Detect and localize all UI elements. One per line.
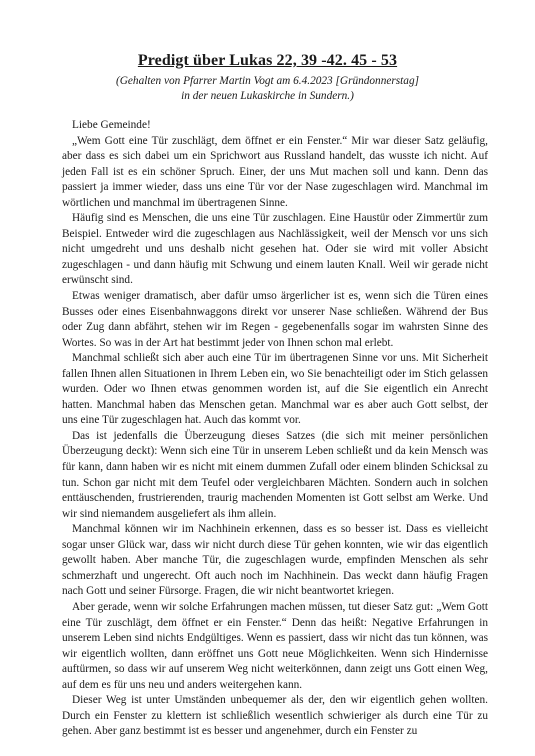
sermon-body: [62, 118, 488, 740]
paragraph-4: Manchmal schließt sich aber auch eine Tür im übertragenen Sinne vor uns. Mit Sicherheit fallen Ihnen allen Situationen in Ihrem Leben ein, wo Sie benachteiligt oder im Stich gelassen wurden. Oder wo Ihnen etwas genommen worden ist, auf die Sie eigentlich ein Anrecht hatten. Manchmal haben das Menschen getan. Manchmal war es aber auch Gott selbst, der uns eine Tür zugeschlagen hat. Auch das kommt vor.: [62, 352, 488, 427]
paragraph-7: Aber gerade, wenn wir solche Erfahrungen machen müssen, tut dieser Satz gut: „Wem Gott eine Tür zuschlägt, dem öffnet er ein Fenster.“ Denn das heißt: Negative Erfahrungen in unserem Leben sind nichts Endgültiges. Wenn es passiert, dass wir nicht das tun können, was wir eigentlich wollten, dann eröffnet uns Gott neue Möglichkeiten. Wenn sich Hindernisse auftürmen, so dass wir auf unserem Weg nicht weiterkönnen, dann zeigt uns Gott einen Weg, auf dem es für uns neu und anders weitergehen kann.: [62, 600, 488, 691]
paragraph-3: Etwas weniger dramatisch, aber dafür umso ärgerlicher ist es, wenn sich die Türen eines Busses oder eines Eisenbahnwaggons direkt vor unserer Nase schließen. Während der Bus oder Zug dann abfährt, stehen wir im Regen - gegebenenfalls sogar im wahrsten Sinne des Wortes. So was in der Art hat bestimmt jeder von Ihnen schon mal erlebt.: [62, 290, 488, 349]
paragraph-5: Das ist jedenfalls die Überzeugung dieses Satzes (die sich mit meiner persönlichen Überzeugung deckt): Wenn sich eine Tür in unserem Leben schließt und da kein Mensch was für kann, dann haben wir es nicht mit einem dummen Zufall oder einem blinden Schicksal zu tun. Schon gar nicht mit dem Teufel oder vergleichbaren Mächten. Sondern auch in solchen enttäuschenden, frustrierenden, traurig machenden Momenten ist Gott selbst am Werke. Und wir sind niemandem ausgeliefert als ihm allein.: [62, 429, 488, 520]
paragraph-2: Häufig sind es Menschen, die uns eine Tür zuschlagen. Eine Haustür oder Zimmertür zum Beispiel. Entweder wird die zugeschlagen aus Nachlässigkeit, weil der Mensch vor uns sich nicht umgedreht und uns deshalb nicht gesehen hat. Oder sie wird mit voller Absicht zugeschlagen - und dann häufig mit Schwung und einem lauten Knall. Weil wir gerade nicht erwünscht sind.: [62, 212, 488, 287]
subtitle-line-2: in der neuen Lukaskirche in Sundern.): [181, 90, 354, 102]
paragraph-8: Dieser Weg ist unter Umständen unbequemer als der, den wir eigentlich gehen wollten. Durch ein Fenster zu klettern ist schließlich wesentlich schwieriger als durch eine Tür zu gehen. Aber ganz bestimmt ist es besser und angenehmer, durch ein Fenster zu: [62, 694, 488, 738]
sermon-title: Predigt über Lukas 22, 39 -42. 45 - 53: [137, 52, 398, 69]
paragraph-1: „Wem Gott eine Tür zuschlägt, dem öffnet er ein Fenster.“ Mir war dieser Satz geläufig, aber dass es sich dabei um ein Sprichwort aus Russland handelt, das wusste ich nicht. Auf jeden Fall ist es ein schöner Spruch. Einer, der uns Mut machen soll und kann. Denn das passiert ja immer wieder, dass uns eine Tür vor der Nase zugeschlagen wird. Manchmal im wörtlichen und manchmal im übertragenen Sinne.: [62, 134, 488, 209]
paragraph-6: Manchmal können wir im Nachhinein erkennen, dass es so besser ist. Dass es vielleicht sogar unser Glück war, dass wir nicht durch diese Tür gehen konnten, wie wir das eigentlich gewollt haben. Aber manche Tür, die zugeschlagen wurde, empfinden Menschen als sehr schmerzhaft und ungerecht. Oft auch noch im Nachhinein. Das weckt dann häufig Fragen nach Gott und seiner Fürsorge. Fragen, die wir nicht beantwortet kriegen.: [62, 523, 488, 598]
subtitle-line-1: (Gehalten von Pfarrer Martin Vogt am 6.4.2023 [Gründonnerstag]: [115, 75, 419, 87]
sermon-subtitle: [0, 74, 535, 104]
salutation: Liebe Gemeinde!: [72, 119, 151, 131]
